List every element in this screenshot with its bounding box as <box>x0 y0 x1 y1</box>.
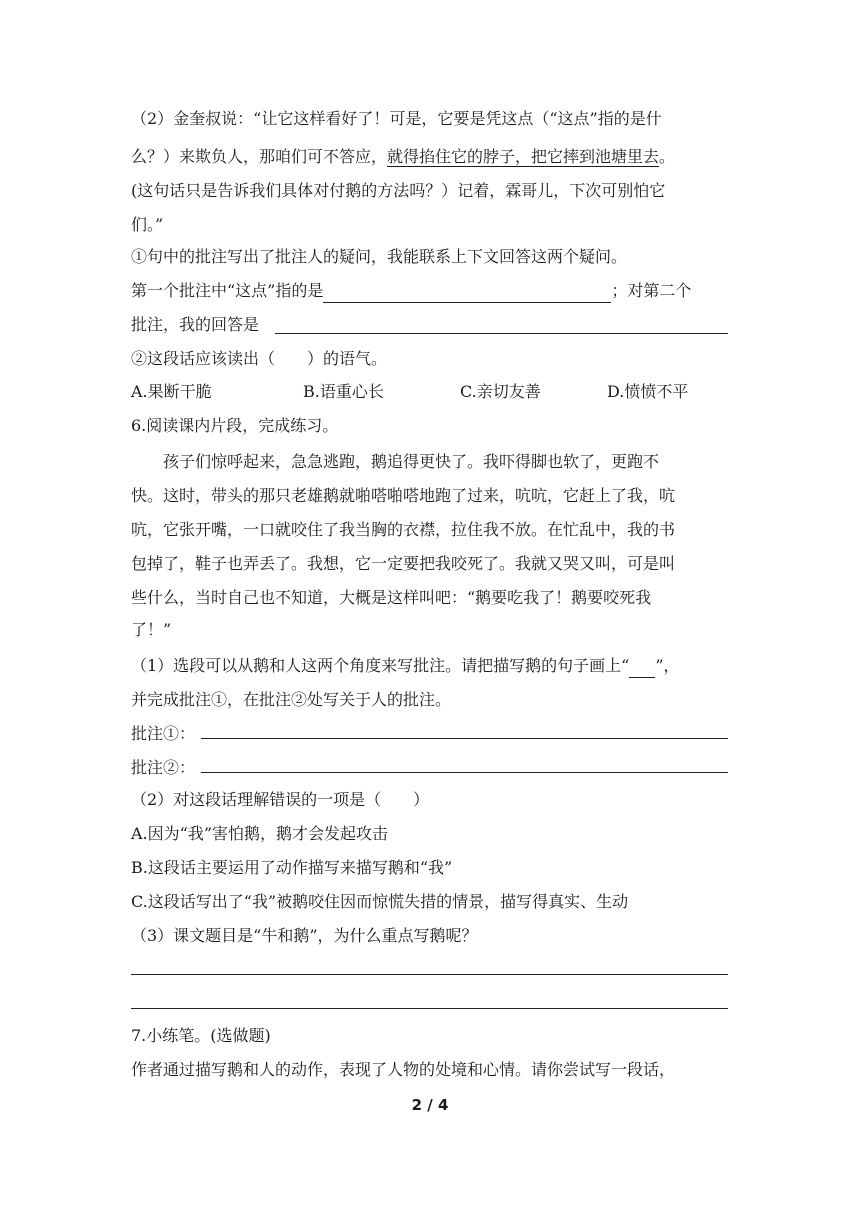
q5-answer-1-suffix: ；对第二个 <box>611 281 692 300</box>
q5-sub-question-1: ①句中的批注写出了批注人的疑问，我能联系上下文回答这两个疑问。 <box>131 247 628 266</box>
q6-part-1-line-2: 并完成批注①，在批注②处写关于人的批注。 <box>131 690 452 709</box>
q5-option-a[interactable]: A.果断干脆 <box>131 382 212 401</box>
q6-passage-line-2: 快。这时，带头的那只老雄鹅就啪嗒啪嗒地跑了过来，吭吭，它赶上了我，吭 <box>131 486 676 505</box>
underline-mark-sample <box>629 655 655 678</box>
q7-title: 7.小练笔。(选做题) <box>131 1026 271 1045</box>
answer-blank-zhedian[interactable] <box>323 280 611 303</box>
note-2-answer-line[interactable] <box>201 772 728 773</box>
q5-line-2 <box>131 146 675 168</box>
q5-answer-1-prompt: 第一个批注中“这点”指的是 <box>131 281 324 300</box>
q6-part-2-option-a[interactable]: A.因为“我”害怕鹅，鹅才会发起攻击 <box>131 824 389 843</box>
q5-line-3: (这句话只是告诉我们具体对付鹅的方法吗？）记着，霖哥儿，下次可别怕它 <box>131 181 666 200</box>
q6-passage-line-4: 包掉了，鞋子也弄丢了。我想，它一定要把我咬死了。我就又哭又叫，可是叫 <box>131 554 676 573</box>
q5-underlined-sentence: 就得掐住它的脖子，把它摔到池塘里去 <box>387 147 660 166</box>
q5-line-1: （2）金奎叔说：“让它这样看好了！可是，它要是凭这点（“这点”指的是什 <box>131 109 662 128</box>
q6-passage-line-5: 些什么，当时自己也不知道，大概是这样叫吧：“鹅要吃我了！鹅要咬死我 <box>131 588 652 607</box>
q6-part-1-suffix: ”， <box>655 656 680 675</box>
q6-passage-line-1: 孩子们惊呼起来，急急逃跑，鹅追得更快了。我吓得脚也软了，更跑不 <box>163 452 660 471</box>
part-3-answer-line-1[interactable] <box>131 974 728 975</box>
note-1-answer-line[interactable] <box>201 738 728 739</box>
page-number: 2 / 4 <box>411 1096 449 1114</box>
part-3-answer-line-2[interactable] <box>131 1008 728 1009</box>
q6-part-2-option-c[interactable]: C.这段话写出了“我”被鹅咬住因而惊慌失措的情景，描写得真实、生动 <box>131 892 629 911</box>
q6-part-2-option-b[interactable]: B.这段话主要运用了动作描写来描写鹅和“我” <box>131 858 453 877</box>
q5-answer-line-2: 批注，我的回答是 <box>131 315 260 334</box>
q5-line-2-text: 么？）来欺负人，那咱们可不答应， <box>131 147 388 166</box>
q5-option-d[interactable]: D.愤愤不平 <box>607 382 689 401</box>
q6-note-1-label: 批注①： <box>131 724 196 743</box>
q6-title: 6.阅读课内片段，完成练习。 <box>131 416 339 435</box>
q5-option-c[interactable]: C.亲切友善 <box>460 382 541 401</box>
q6-part-2: （2）对这段话理解错误的一项是（ ） <box>131 790 430 809</box>
q6-part-1-text: （1）选段可以从鹅和人这两个角度来写批注。请把描写鹅的句子画上“ <box>131 656 630 675</box>
q5-line-2-end: 。 <box>659 147 676 166</box>
q5-option-b[interactable]: B.语重心长 <box>303 382 384 401</box>
q5-line-4: 们。” <box>131 215 164 234</box>
q6-part-3: （3）课文题目是“牛和鹅”，为什么重点写鹅呢？ <box>131 926 478 945</box>
q5-sub-question-2: ②这段话应该读出（ ）的语气。 <box>131 349 388 368</box>
q6-passage-line-6: 了！” <box>131 620 172 639</box>
q6-note-2-label: 批注②： <box>131 758 196 777</box>
answer-blank-second-note[interactable] <box>275 333 728 334</box>
q7-line-1: 作者通过描写鹅和人的动作，表现了人物的处境和心情。请你尝试写一段话， <box>131 1060 676 1079</box>
q5-answer-line-1 <box>131 280 691 303</box>
q6-part-1-line-1 <box>131 655 680 678</box>
q6-passage-line-3: 吭，它张开嘴，一口就咬住了我当胸的衣襟，拉住我不放。在忙乱中，我的书 <box>131 520 676 539</box>
